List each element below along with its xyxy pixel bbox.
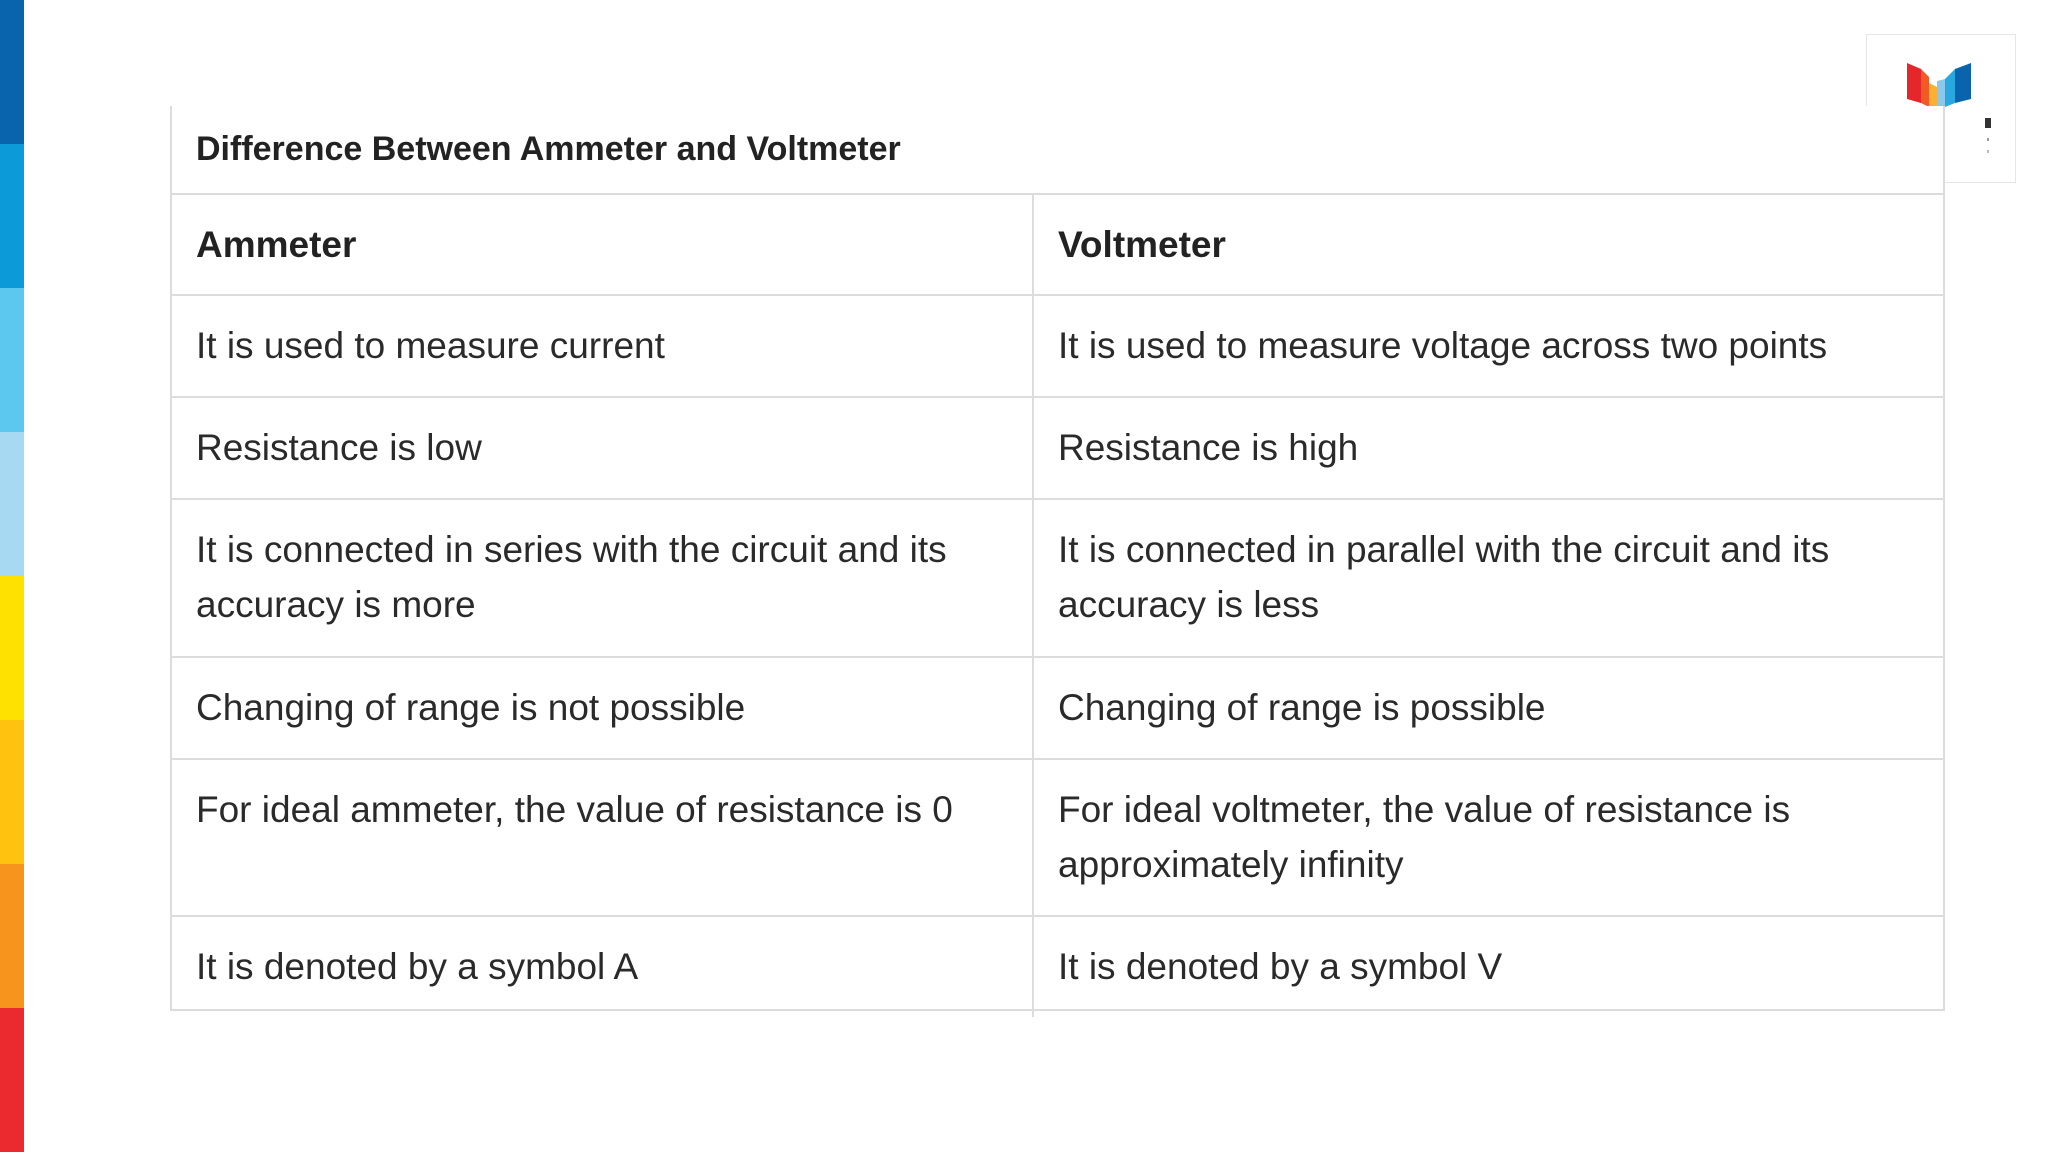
table-row [172, 759, 1943, 916]
stripe-segment [0, 144, 24, 288]
stripe-segment [0, 0, 24, 144]
ammeter-cell: It is connected in series with the circuit and its accuracy is more [172, 499, 1033, 657]
stripe-segment [0, 288, 24, 432]
table-row [172, 499, 1943, 657]
ammeter-cell: It is denoted by a symbol A [172, 916, 1033, 1017]
table-row [172, 397, 1943, 499]
ammeter-cell: It is used to measure current [172, 295, 1033, 397]
stripe-segment [0, 432, 24, 576]
stripe-segment [0, 864, 24, 1008]
ammeter-cell: For ideal ammeter, the value of resistance is 0 [172, 759, 1033, 916]
color-stripe [0, 0, 24, 1152]
voltmeter-cell: It is connected in parallel with the circuit and its accuracy is less [1033, 499, 1943, 657]
header-ammeter: Ammeter [172, 195, 1033, 295]
table-header-row [172, 195, 1943, 295]
voltmeter-cell: Resistance is high [1033, 397, 1943, 499]
voltmeter-cell: It is denoted by a symbol V [1058, 946, 1503, 987]
stripe-segment [0, 720, 24, 864]
ammeter-cell: Changing of range is not possible [172, 657, 1033, 759]
stripe-segment [0, 576, 24, 720]
voltmeter-cell: Changing of range is possible [1033, 657, 1943, 759]
voltmeter-cell: It is used to measure voltage across two points [1033, 295, 1943, 397]
table-row [172, 916, 1943, 1017]
comparison-table [172, 195, 1943, 1017]
header-voltmeter: Voltmeter [1033, 195, 1943, 295]
table-title: Difference Between Ammeter and Voltmeter [172, 106, 1943, 195]
logo-side-mark-icon [1983, 116, 1993, 162]
voltmeter-cell: For ideal voltmeter, the value of resistance is approximately infinity [1033, 759, 1943, 916]
stripe-segment [0, 1008, 24, 1152]
ammeter-cell: Resistance is low [172, 397, 1033, 499]
table-row [172, 657, 1943, 759]
comparison-table-panel [170, 106, 1945, 1011]
logo-mark-icon [1907, 63, 1977, 109]
table-row [172, 295, 1943, 397]
